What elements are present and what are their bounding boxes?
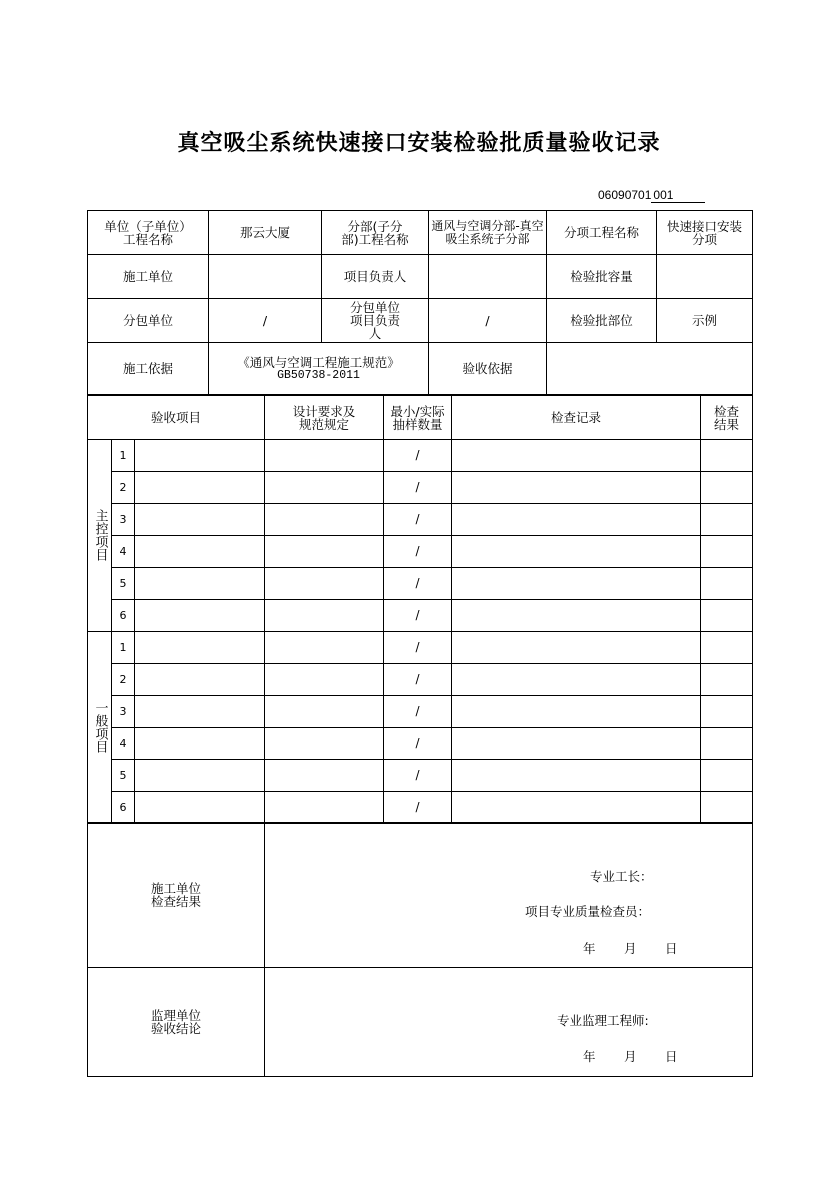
result-cell[interactable] xyxy=(701,504,753,536)
item-cell[interactable] xyxy=(135,696,265,728)
general-label: 一般项目 xyxy=(92,700,108,753)
page-title: 真空吸尘系统快速接口安装检验批质量验收记录 xyxy=(177,130,661,156)
sub-pm-value[interactable]: / xyxy=(429,299,547,343)
sample-cell[interactable]: / xyxy=(384,728,452,760)
basis-value[interactable] xyxy=(209,343,429,395)
main-control-label: 主控项目 xyxy=(92,508,108,561)
supervisor-result-label-line2: 验收结论 xyxy=(150,1021,201,1036)
record-cell[interactable] xyxy=(452,600,701,632)
doc-number-suffix: 001 xyxy=(651,188,705,203)
record-cell[interactable] xyxy=(452,760,701,792)
basis-value-line2: GB50738-2011 xyxy=(277,368,360,382)
item-cell[interactable] xyxy=(135,536,265,568)
row-number: 2 xyxy=(112,472,135,504)
subitem-label: 分项工程名称 xyxy=(547,211,657,255)
location-value[interactable]: 示例 xyxy=(657,299,753,343)
acceptance-basis-value[interactable] xyxy=(547,343,753,395)
row-number: 2 xyxy=(112,664,135,696)
main-control-label-cell xyxy=(88,440,112,632)
subitem-value[interactable]: 快速接口安装分项 xyxy=(657,211,753,255)
contractor-day: 日 xyxy=(665,941,678,956)
supervisor-engineer-label: 专业监理工程师: xyxy=(557,1013,649,1028)
item-cell[interactable] xyxy=(135,472,265,504)
contractor-value[interactable] xyxy=(209,255,322,299)
item-cell[interactable] xyxy=(135,568,265,600)
sample-cell[interactable]: / xyxy=(384,696,452,728)
sample-cell[interactable]: / xyxy=(384,472,452,504)
contractor-result-label-line2: 检查结果 xyxy=(150,894,201,909)
result-cell[interactable] xyxy=(701,536,753,568)
result-cell[interactable] xyxy=(701,664,753,696)
design-cell[interactable] xyxy=(265,664,384,696)
inspection-table xyxy=(87,395,753,824)
design-cell[interactable] xyxy=(265,440,384,472)
row-number: 1 xyxy=(112,632,135,664)
row-number: 3 xyxy=(112,696,135,728)
signature-table xyxy=(87,822,753,1077)
foreman-label: 专业工长： xyxy=(590,869,653,884)
design-cell[interactable] xyxy=(265,536,384,568)
result-cell[interactable] xyxy=(701,472,753,504)
row-number: 5 xyxy=(112,760,135,792)
record-cell[interactable] xyxy=(452,664,701,696)
subcontractor-label: 分包单位 xyxy=(88,299,209,343)
capacity-label: 检验批容量 xyxy=(547,255,657,299)
item-cell[interactable] xyxy=(135,600,265,632)
record-cell[interactable] xyxy=(452,696,701,728)
sample-cell[interactable]: / xyxy=(384,664,452,696)
result-cell[interactable] xyxy=(701,440,753,472)
design-cell[interactable] xyxy=(265,472,384,504)
contractor-result-label xyxy=(88,823,265,968)
supervisor-day: 日 xyxy=(665,1049,678,1064)
result-cell[interactable] xyxy=(701,728,753,760)
design-cell[interactable] xyxy=(265,632,384,664)
sample-cell[interactable]: / xyxy=(384,440,452,472)
contractor-year: 年 xyxy=(583,941,596,956)
design-cell[interactable] xyxy=(265,792,384,824)
sample-cell[interactable]: / xyxy=(384,600,452,632)
row-number: 4 xyxy=(112,728,135,760)
doc-number xyxy=(598,188,705,203)
basis-label: 施工依据 xyxy=(88,343,209,395)
acceptance-basis-label: 验收依据 xyxy=(429,343,547,395)
row-number: 4 xyxy=(112,536,135,568)
result-cell[interactable] xyxy=(701,568,753,600)
result-cell[interactable] xyxy=(701,696,753,728)
item-cell[interactable] xyxy=(135,632,265,664)
row-number: 6 xyxy=(112,600,135,632)
sample-cell[interactable]: / xyxy=(384,792,452,824)
unit-label: 单位（子单位）工程名称 xyxy=(88,211,209,255)
pm-label: 项目负责人 xyxy=(322,255,429,299)
sample-cell[interactable]: / xyxy=(384,760,452,792)
supervisor-result-label xyxy=(88,968,265,1077)
col-design: 设计要求及规范规定 xyxy=(265,396,384,440)
item-cell[interactable] xyxy=(135,728,265,760)
sample-cell[interactable]: / xyxy=(384,632,452,664)
general-group xyxy=(88,632,753,824)
record-cell[interactable] xyxy=(452,632,701,664)
main-control-group xyxy=(88,440,753,632)
supervisor-year: 年 xyxy=(583,1049,596,1064)
basis-value-line1: 《通风与空调工程施工规范》 xyxy=(237,354,400,370)
contractor-month: 月 xyxy=(624,941,637,956)
item-cell[interactable] xyxy=(135,792,265,824)
unit-value[interactable]: 那云大厦 xyxy=(209,211,322,255)
sub-pm-label: 分包单位项目负责人 xyxy=(322,299,429,343)
col-item: 验收项目 xyxy=(88,396,265,440)
subcontractor-value[interactable]: / xyxy=(209,299,322,343)
item-cell[interactable] xyxy=(135,504,265,536)
result-cell[interactable] xyxy=(701,792,753,824)
result-cell[interactable] xyxy=(701,632,753,664)
record-cell[interactable] xyxy=(452,536,701,568)
design-cell[interactable] xyxy=(265,760,384,792)
design-cell[interactable] xyxy=(265,696,384,728)
record-cell[interactable] xyxy=(452,504,701,536)
record-cell[interactable] xyxy=(452,792,701,824)
result-cell[interactable] xyxy=(701,600,753,632)
design-cell[interactable] xyxy=(265,504,384,536)
col-record: 检查记录 xyxy=(452,396,701,440)
division-value[interactable]: 通风与空调分部-真空吸尘系统子分部 xyxy=(429,211,547,255)
col-sample: 最小/实际抽样数量 xyxy=(384,396,452,440)
pm-value[interactable] xyxy=(429,255,547,299)
result-cell[interactable] xyxy=(701,760,753,792)
item-cell[interactable] xyxy=(135,760,265,792)
supervisor-result-label-line1: 监理单位 xyxy=(150,1008,201,1023)
row-number: 1 xyxy=(112,440,135,472)
location-label: 检验批部位 xyxy=(547,299,657,343)
general-label-cell xyxy=(88,632,112,824)
col-result: 检查结果 xyxy=(701,396,753,440)
design-cell[interactable] xyxy=(265,568,384,600)
row-number: 3 xyxy=(112,504,135,536)
contractor-result-area[interactable] xyxy=(265,823,753,968)
contractor-result-label-line1: 施工单位 xyxy=(150,881,201,896)
row-number: 6 xyxy=(112,792,135,824)
item-cell[interactable] xyxy=(135,440,265,472)
sample-cell[interactable]: / xyxy=(384,536,452,568)
contractor-label: 施工单位 xyxy=(88,255,209,299)
supervisor-result-area[interactable] xyxy=(265,968,753,1077)
row-number: 5 xyxy=(112,568,135,600)
supervisor-month: 月 xyxy=(624,1049,637,1064)
capacity-value[interactable] xyxy=(657,255,753,299)
record-cell[interactable] xyxy=(452,440,701,472)
sample-cell[interactable]: / xyxy=(384,504,452,536)
doc-number-prefix: 06090701 xyxy=(598,188,652,202)
item-cell[interactable] xyxy=(135,664,265,696)
inspector-label: 项目专业质量检查员： xyxy=(525,904,651,919)
record-cell[interactable] xyxy=(452,472,701,504)
design-cell[interactable] xyxy=(265,600,384,632)
division-label: 分部(子分部)工程名称 xyxy=(322,211,429,255)
design-cell[interactable] xyxy=(265,728,384,760)
record-cell[interactable] xyxy=(452,728,701,760)
header-table xyxy=(87,210,753,395)
record-cell[interactable] xyxy=(452,568,701,600)
sample-cell[interactable]: / xyxy=(384,568,452,600)
